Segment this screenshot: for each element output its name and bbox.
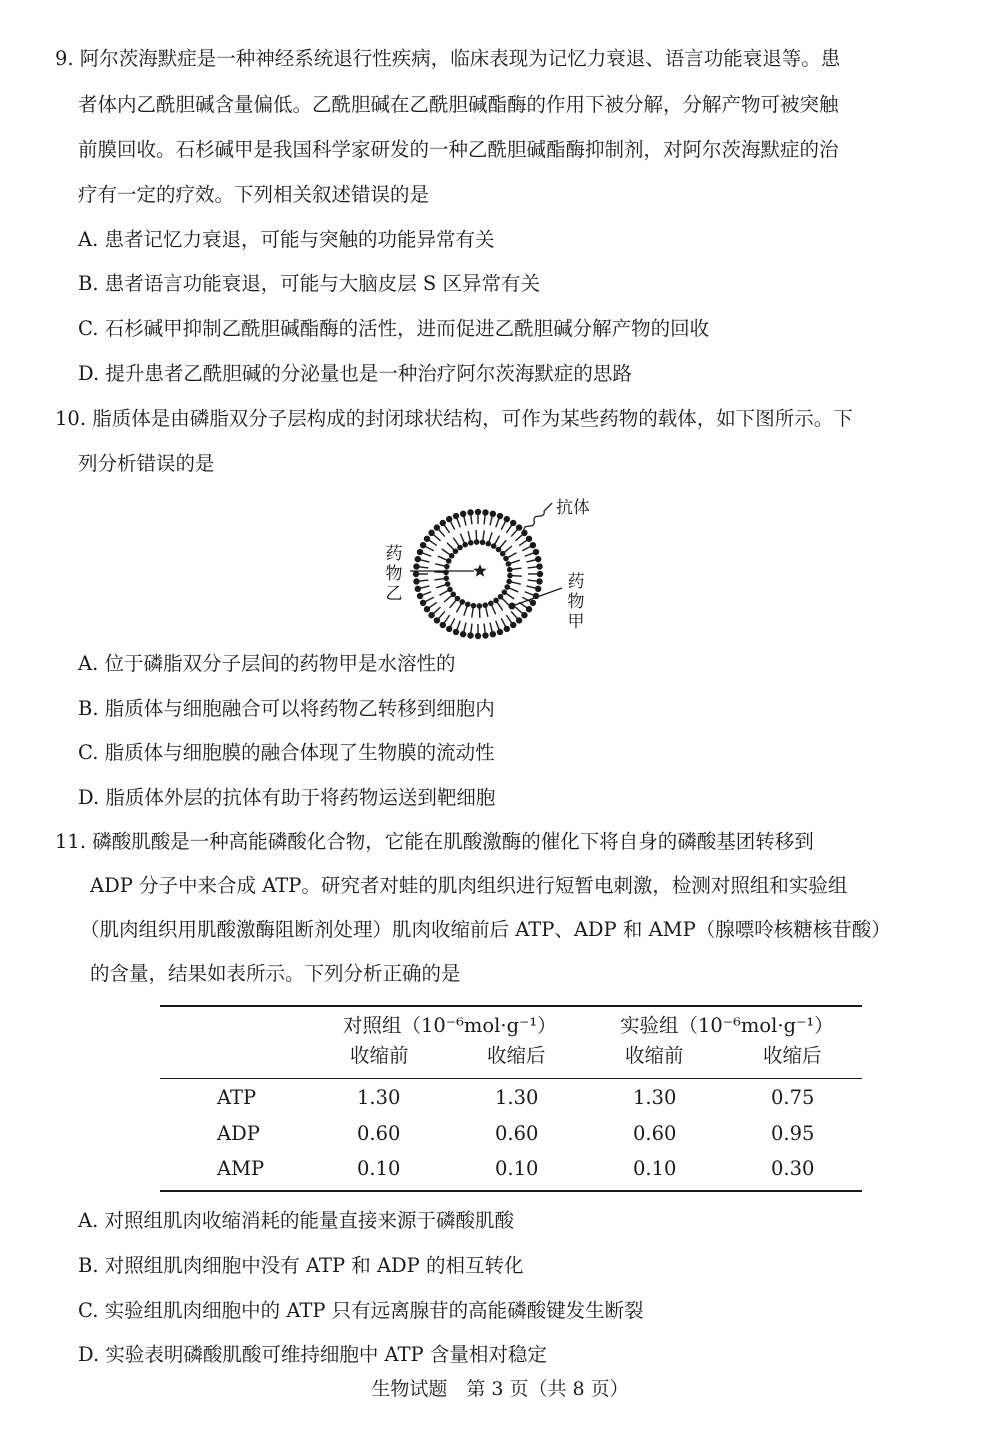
option-a: A. 对照组肌肉收缩消耗的能量直接来源于磷酸肌酸	[78, 1209, 514, 1232]
table-subheader: 收缩后	[487, 1044, 546, 1067]
question-stem-line: 列分析错误的是	[78, 452, 215, 475]
table-header-rule	[160, 1078, 862, 1079]
question-stem-line: （肌肉组织用肌酸激酶阻断剂处理）肌肉收缩前后 ATP、ADP 和 AMP（腺嘌呤核糖核苷酸）	[80, 918, 891, 941]
option-b: B. 脂质体与细胞融合可以将药物乙转移到细胞内	[78, 697, 495, 720]
table-cell: 0.60	[633, 1122, 677, 1145]
option-b: B. 患者语言功能衰退，可能与大脑皮层 S 区异常有关	[78, 272, 540, 295]
table-top-rule	[160, 1005, 862, 1007]
question-stem-line: 者体内乙酰胆碱含量偏低。乙酰胆碱在乙酰胆碱酯酶的作用下被分解，分解产物可被突触	[78, 93, 839, 116]
row-label: AMP	[217, 1157, 265, 1180]
table-cell: 1.30	[357, 1086, 401, 1109]
option-c: C. 脂质体与细胞膜的融合体现了生物膜的流动性	[78, 741, 495, 764]
page-footer: 生物试题 第 3 页（共 8 页）	[371, 1378, 629, 1400]
option-d: D. 脂质体外层的抗体有助于将药物运送到靶细胞	[78, 786, 496, 809]
table-cell: 0.30	[771, 1157, 815, 1180]
row-label: ATP	[217, 1086, 257, 1109]
table-cell: 0.75	[771, 1086, 815, 1109]
drug-a-label: 药物甲	[567, 572, 585, 632]
option-d: D. 实验表明磷酸肌酸可维持细胞中 ATP 含量相对稳定	[78, 1343, 547, 1366]
question-stem-line: 11. 磷酸肌酸是一种高能磷酸化合物，它能在肌酸激酶的催化下将自身的磷酸基团转移到	[55, 830, 814, 853]
drug-b-label: 药物乙	[385, 544, 403, 604]
table-bottom-rule	[160, 1190, 862, 1192]
experiment-group-header: 实验组（10⁻⁶mol·g⁻¹）	[620, 1014, 834, 1037]
question-stem-line: ADP 分子中来合成 ATP。研究者对蛙的肌肉组织进行短暂电刺激，检测对照组和实验组	[90, 874, 848, 897]
table-subheader: 收缩前	[625, 1044, 684, 1067]
option-c: C. 石杉碱甲抑制乙酰胆碱酯酶的活性，进而促进乙酰胆碱分解产物的回收	[78, 317, 710, 340]
option-b: B. 对照组肌肉细胞中没有 ATP 和 ADP 的相互转化	[78, 1254, 524, 1277]
row-label: ADP	[217, 1122, 260, 1145]
table-subheader: 收缩前	[350, 1044, 409, 1067]
table-cell: 0.60	[357, 1122, 401, 1145]
table-subheader: 收缩后	[763, 1044, 822, 1067]
option-a: A. 患者记忆力衰退，可能与突触的功能异常有关	[78, 228, 495, 251]
table-cell: 0.10	[495, 1157, 539, 1180]
control-group-header: 对照组（10⁻⁶mol·g⁻¹）	[343, 1014, 557, 1037]
table-cell: 1.30	[633, 1086, 677, 1109]
table-cell: 0.10	[633, 1157, 677, 1180]
option-c: C. 实验组肌肉细胞中的 ATP 只有远离腺苷的高能磷酸键发生断裂	[78, 1299, 644, 1322]
question-stem-line: 10. 脂质体是由磷脂双分子层构成的封闭球状结构，可作为某些药物的载体，如下图所示。下	[55, 407, 853, 430]
question-stem-line: 的含量，结果如表所示。下列分析正确的是	[90, 962, 461, 985]
table-cell: 0.95	[771, 1122, 815, 1145]
option-d: D. 提升患者乙酰胆碱的分泌量也是一种治疗阿尔茨海默症的思路	[78, 362, 632, 385]
table-cell: 0.60	[495, 1122, 539, 1145]
question-stem-line: 疗有一定的疗效。下列相关叙述错误的是	[78, 183, 430, 206]
option-a: A. 位于磷脂双分子层间的药物甲是水溶性的	[78, 652, 456, 675]
table-cell: 0.10	[357, 1157, 401, 1180]
question-stem-line: 9. 阿尔茨海默症是一种神经系统退行性疾病，临床表现为记忆力衰退、语言功能衰退等。患	[55, 47, 841, 70]
antibody-label: 抗体	[556, 498, 590, 518]
question-stem-line: 前膜回收。石杉碱甲是我国科学家研发的一种乙酰胆碱酯酶抑制剂，对阿尔茨海默症的治	[78, 138, 839, 161]
table-cell: 1.30	[495, 1086, 539, 1109]
